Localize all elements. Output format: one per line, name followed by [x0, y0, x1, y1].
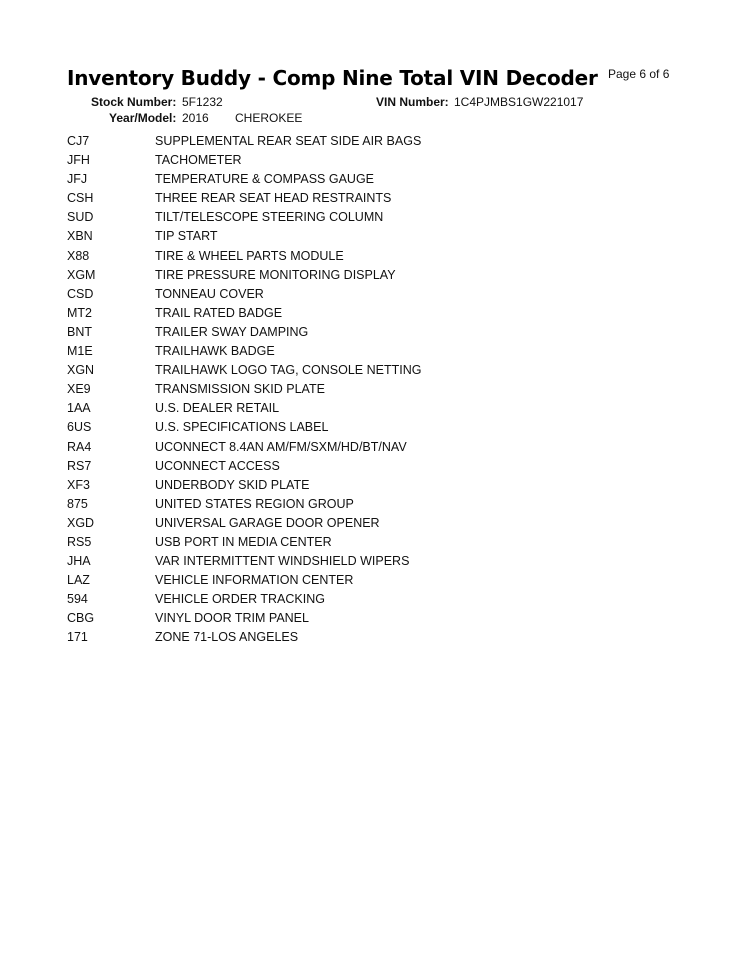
option-code: X88	[67, 248, 90, 263]
option-code: M1E	[67, 344, 93, 359]
option-code: LAZ	[67, 573, 90, 588]
option-description: TRAILER SWAY DAMPING	[155, 324, 309, 339]
option-code: BNT	[67, 324, 92, 339]
option-code: XGM	[67, 267, 96, 282]
option-code: 1AA	[67, 401, 91, 416]
model-value: CHEROKEE	[235, 111, 303, 125]
option-code: RS7	[67, 458, 92, 473]
option-code: XBN	[67, 229, 93, 244]
option-description: ZONE 71-LOS ANGELES	[155, 630, 299, 645]
option-code: JHA	[67, 554, 91, 569]
option-description: TRAILHAWK LOGO TAG, CONSOLE NETTING	[155, 363, 422, 378]
vin-number-value: 1C4PJMBS1GW221017	[454, 95, 584, 109]
year-value: 2016	[182, 111, 209, 125]
year-model-field	[109, 111, 303, 125]
option-code: 6US	[67, 420, 92, 435]
option-code: SUD	[67, 210, 94, 225]
option-code: CSD	[67, 286, 94, 301]
option-description: USB PORT IN MEDIA CENTER	[155, 534, 332, 549]
option-code: 171	[67, 630, 88, 645]
option-description: U.S. DEALER RETAIL	[155, 401, 280, 416]
option-code: CSH	[67, 191, 94, 206]
option-code: CJ7	[67, 134, 90, 148]
option-description: TRAILHAWK BADGE	[155, 344, 275, 359]
option-description: UCONNECT ACCESS	[155, 458, 280, 473]
option-description: VAR INTERMITTENT WINDSHIELD WIPERS	[155, 554, 410, 569]
option-description: TRAIL RATED BADGE	[155, 305, 283, 320]
option-description: U.S. SPECIFICATIONS LABEL	[155, 420, 329, 435]
option-description: TONNEAU COVER	[155, 286, 264, 301]
stock-number-value: 5F1232	[182, 95, 223, 109]
option-description: VINYL DOOR TRIM PANEL	[155, 611, 309, 626]
year-model-label: Year/Model:	[109, 111, 177, 125]
option-description: VEHICLE INFORMATION CENTER	[155, 573, 354, 588]
option-description: UNIVERSAL GARAGE DOOR OPENER	[155, 515, 380, 530]
option-code: RA4	[67, 439, 92, 454]
option-code: JFH	[67, 153, 90, 168]
option-description: VEHICLE ORDER TRACKING	[155, 592, 325, 607]
page-number: Page 6 of 6	[608, 67, 670, 81]
option-code: MT2	[67, 305, 92, 320]
option-code: 875	[67, 496, 88, 511]
option-description: UNITED STATES REGION GROUP	[155, 496, 354, 511]
option-code: XGD	[67, 515, 95, 530]
stock-number-field	[91, 95, 223, 109]
document-title: Inventory Buddy - Comp Nine Total VIN Decoder	[67, 66, 598, 90]
vin-number-label: VIN Number:	[376, 95, 449, 109]
option-description: TIRE PRESSURE MONITORING DISPLAY	[155, 267, 396, 282]
option-description: TILT/TELESCOPE STEERING COLUMN	[155, 210, 384, 225]
option-description: TACHOMETER	[155, 153, 242, 168]
option-code: 594	[67, 592, 88, 607]
option-code: XGN	[67, 363, 95, 378]
option-description: TIP START	[155, 229, 218, 244]
option-code: CBG	[67, 611, 95, 626]
option-code: JFJ	[67, 172, 88, 187]
option-description: TEMPERATURE & COMPASS GAUGE	[155, 172, 375, 187]
stock-number-label: Stock Number:	[91, 95, 177, 109]
option-code: XE9	[67, 382, 91, 397]
option-description: UNDERBODY SKID PLATE	[155, 477, 310, 492]
option-description: TIRE & WHEEL PARTS MODULE	[155, 248, 344, 263]
option-description: TRANSMISSION SKID PLATE	[155, 382, 325, 397]
option-description: SUPPLEMENTAL REAR SEAT SIDE AIR BAGS	[155, 134, 422, 148]
vin-number-field	[376, 95, 584, 109]
option-description: UCONNECT 8.4AN AM/FM/SXM/HD/BT/NAV	[155, 439, 407, 454]
option-description: THREE REAR SEAT HEAD RESTRAINTS	[155, 191, 392, 206]
option-code: RS5	[67, 534, 92, 549]
option-code: XF3	[67, 477, 90, 492]
